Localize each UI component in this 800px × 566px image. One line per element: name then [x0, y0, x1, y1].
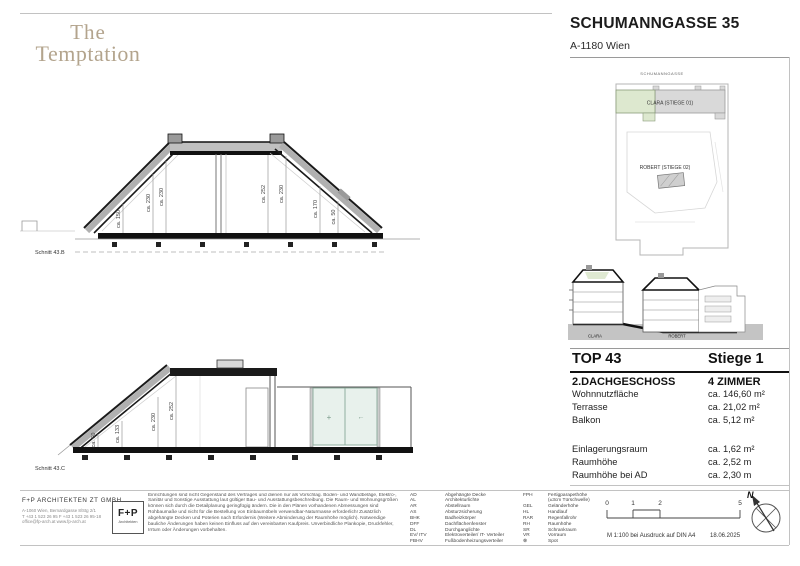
brand-logo-line2: Temptation [35, 40, 141, 66]
info-row [572, 415, 788, 425]
fixed-panel-symbol: + [326, 413, 332, 422]
elevation-robert-label: ROBERT [668, 333, 686, 339]
info-row-value: ca. 2,52 m [708, 457, 752, 467]
dim-label: ca. 150 [116, 209, 122, 229]
floor-slab [98, 233, 383, 239]
architect-address: A-1060 Wien, Bernardgasse 8/Stg 2/1 [22, 508, 96, 513]
abbr-row: AS Absturzsicherung [410, 510, 483, 516]
info-row-label: Balkon [572, 415, 601, 425]
svg-text:0: 0 [605, 500, 609, 507]
abbr-row: GEL Geländerhöhe [523, 504, 579, 510]
info-row [572, 457, 788, 467]
architect-logo-sub: Architekten [118, 520, 138, 524]
dim-label: ca. 252 [169, 401, 175, 421]
abbr-row: AL Architekturlichte [410, 498, 480, 504]
abbr-row: ⊗ Spot [523, 539, 558, 545]
dim-label: ca. 230 [279, 184, 285, 204]
elevation-clara-label: CLARA [588, 333, 602, 339]
chimney-right [270, 134, 284, 143]
info-row-label: Raumhöhe [572, 457, 618, 467]
neighbor-outline [22, 221, 37, 231]
architect-logo-main: F+P [117, 508, 139, 519]
abbr-row: AD Abgehängte Decke [410, 492, 486, 498]
architect-web: office@fp-arch.at www.fp-arch.at [22, 519, 86, 525]
abbr-row: RH Raumhöhe [523, 521, 572, 527]
info-row-value: ca. 5,12 m² [708, 415, 755, 425]
roof-upstand [217, 360, 243, 368]
foundation-marks [82, 455, 382, 460]
foundation-marks [112, 242, 377, 247]
abbr-row: RAR Regenfallrohr [523, 515, 577, 521]
svg-text:2: 2 [658, 500, 662, 507]
section-c-label: Schnitt 43.C [35, 466, 65, 472]
scale-tick-labels [605, 500, 742, 507]
dim-label: ca. 230 [151, 412, 157, 432]
abbr-row: FPH Fertigparapethöhe [523, 492, 588, 498]
elevation-clara [569, 265, 623, 324]
info-row-label: Wohnnutzfläche [572, 389, 639, 399]
site-plan [565, 62, 790, 257]
abbr-row: SR Schrankraum [523, 527, 577, 533]
section-c-structure [58, 360, 413, 460]
header-underline [570, 57, 789, 58]
plan-date: 18.06.2025 [710, 533, 741, 539]
page-title: SCHUMANNGASSE 35 [570, 15, 740, 32]
info-row-label: Raumhöhe bei AD [572, 470, 648, 480]
architect-logo [112, 501, 144, 534]
dim-label: ca. 230 [146, 193, 152, 213]
info-row-value: ca. 146,60 m² [708, 389, 765, 399]
abbr-row: EV/ ITV Elektroverteiler/ IT- Verteiler [410, 533, 505, 539]
dim-label: ca. 133 [115, 424, 121, 444]
info-row-value: ca. 2,30 m [708, 470, 752, 480]
abbr-row: HL Handlauf [523, 510, 568, 516]
robert-label: ROBERT (STIEGE 02) [639, 165, 691, 171]
street-label: SCHUMANNGASSE [640, 71, 684, 76]
chimney-left [168, 134, 182, 143]
robert-core [657, 173, 684, 189]
page-subtitle: A-1180 Wien [570, 40, 630, 52]
section-b-drawing [20, 128, 430, 263]
staircase-label: Stiege 1 [708, 351, 764, 367]
section-c-drawing [20, 355, 430, 470]
svg-text:5: 5 [738, 500, 742, 507]
info-row-label: Terrasse [572, 402, 608, 412]
glass-sliding-door [310, 388, 380, 447]
architect-contact [22, 508, 101, 525]
clara-roof-highlight [585, 272, 609, 279]
brand-logo [22, 22, 154, 64]
abbr-row: VR Vorraum [523, 533, 567, 539]
footer-top-rule [20, 490, 789, 491]
architect-phone: T +43 1 523 26 95 F +43 1 523 26 95-18 [22, 513, 102, 519]
dim-label: ca. 252 [261, 184, 267, 204]
info-row [572, 470, 788, 480]
dim-label: ca. 170 [313, 199, 319, 219]
section-b-label: Schnitt 43.B [35, 250, 65, 256]
dim-label: ca. 60 [91, 432, 97, 448]
unit-number: TOP 43 [572, 351, 622, 367]
disclaimer-text: Einrichtungen sind nicht Gegenstand des Vertrages und dienen nur als Vorschlag. Boden- und Wandbeläge, Elektro-, Sanitär und Sonstige Ausstattung laut gültiger Bau- und Ausstattungsbeschreibung. Die Raum- und Wohnungsgrößen können sich durch die Detailplanung geringfügig ändern. Die in den Plänen vorhandenen Abmessungen sind Rohbaumaße und nicht für die Bestellung von Einbaumöbeln verwendbar-Naturmasse erforderlich! Zusätzlich abgehängte Decken und Poterien nach Erfordernis (Weitere Abminderung der Raumhöhe möglich). Notwendige bauliche Änderungen haben keinen Einfluss auf den vereinbarten Kaufpreis. Unverbindliche Plankopie, Druckfehler, Irrtum oder Änderungen vorbehalten. [148, 492, 398, 533]
abbr-row: FBHV Fußbodenheizungsverteiler [410, 539, 504, 545]
elevation-robert [643, 273, 745, 332]
rooms-label: 4 ZIMMER [708, 376, 761, 388]
abbr-row: BHK Badheizkörper [410, 515, 476, 521]
svg-text:1: 1 [631, 500, 635, 507]
dim-label: ca. 50 [331, 209, 337, 225]
floor-slab [73, 447, 413, 453]
scale-note: M 1:100 bei Ausdruck auf DIN A4 [607, 533, 696, 539]
top-rule [20, 13, 552, 14]
abbr-row: DL Durchganglichte [410, 527, 480, 533]
north-arrow [740, 486, 792, 544]
info-row-value: ca. 1,62 m² [708, 444, 755, 454]
site-elevation [565, 262, 790, 347]
info-row-label: Einlagerungsraum [572, 444, 648, 454]
abbreviation-legend-col1 [410, 493, 504, 546]
abbr-row: DFF Dachflächenfenster [410, 521, 487, 527]
section-b-structure [20, 134, 420, 252]
floor-label: 2.DACHGESCHOSS [572, 376, 676, 388]
info-row-value: ca. 21,02 m² [708, 402, 760, 412]
info-title-underline [570, 371, 789, 373]
info-row [572, 444, 788, 454]
info-row [572, 389, 788, 399]
abbr-row: AR Abstellraum [410, 504, 471, 510]
abbr-row: (±3cm Türschwelle) [548, 498, 590, 504]
dim-label: ca. 230 [159, 187, 165, 207]
scale-bar-lines [607, 510, 740, 518]
section-b-dim-labels [116, 185, 337, 228]
clara-label: CLARA (STIEGE 01) [646, 100, 694, 107]
info-row [572, 402, 788, 412]
abbreviation-legend-col2 [523, 493, 590, 546]
brand-logo-line1: The [70, 20, 106, 44]
architect-name: F+P ARCHITEKTEN ZT GMBH [22, 497, 122, 504]
info-top-rule [570, 348, 789, 349]
door [246, 388, 268, 447]
slide-panel-symbol: ← [357, 414, 365, 421]
north-label: N [747, 490, 754, 500]
